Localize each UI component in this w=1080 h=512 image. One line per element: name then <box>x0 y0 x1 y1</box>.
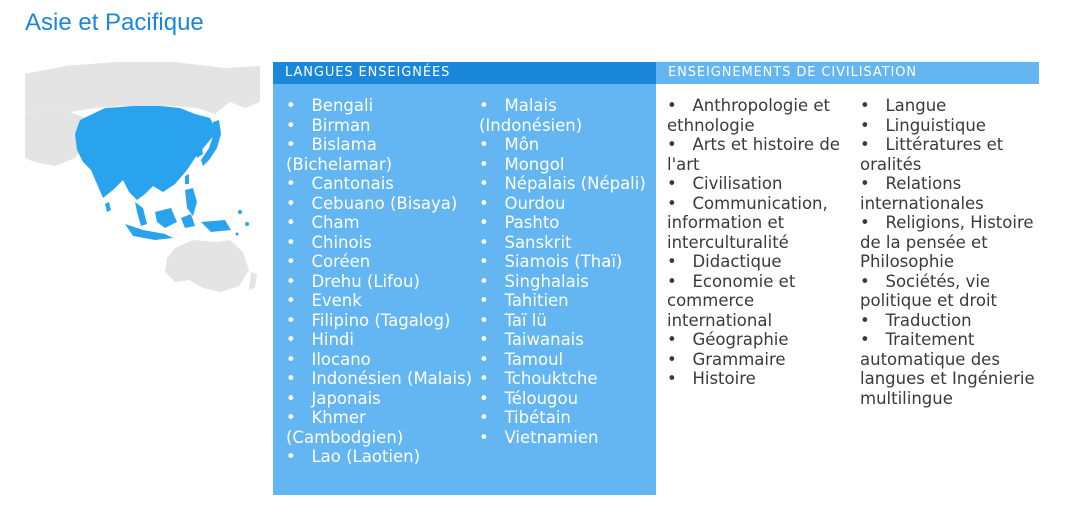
asia-pacific-map-icon <box>25 62 260 294</box>
language-item: • Lao (Laotien) <box>286 447 481 467</box>
language-item: • Hindi <box>286 330 481 350</box>
language-item: • Môn <box>479 135 659 155</box>
language-item: • Cantonais <box>286 174 481 194</box>
language-item: • Malais (Indonésien) <box>479 96 659 135</box>
language-item: • Singhalais <box>479 272 659 292</box>
civilisation-item: • Economie et commerce international <box>667 272 847 331</box>
civilisation-item: • Communication, information et interculturalité <box>667 194 847 253</box>
languages-header: LANGUES ENSEIGNÉES <box>273 62 656 84</box>
language-item: • Khmer (Cambodgien) <box>286 408 481 447</box>
civilisation-item: • Géographie <box>667 330 847 350</box>
language-item: • Filipino (Tagalog) <box>286 311 481 331</box>
region-title: Asie et Pacifique <box>25 9 204 36</box>
civilisation-panel <box>656 62 1039 495</box>
language-item: • Népalais (Népali) <box>479 174 659 194</box>
language-item: • Vietnamien <box>479 428 659 448</box>
language-item: • Ourdou <box>479 194 659 214</box>
languages-panel <box>273 62 656 495</box>
language-item: • Télougou <box>479 389 659 409</box>
civilisation-item: • Traitement automatique des langues et Ingénierie multilingue <box>860 330 1035 408</box>
civilisation-item: • Littératures et oralités <box>860 135 1035 174</box>
language-item: • Tibétain <box>479 408 659 428</box>
language-item: • Tahitien <box>479 291 659 311</box>
civilisation-item: • Grammaire <box>667 350 847 370</box>
civilisation-list-col2 <box>860 96 1040 408</box>
language-item: • Indonésien (Malais) <box>286 369 481 389</box>
civilisation-item: • Sociétés, vie politique et droit <box>860 272 1035 311</box>
languages-list-col1 <box>286 96 481 467</box>
language-item: • Chinois <box>286 233 481 253</box>
language-item: • Ilocano <box>286 350 481 370</box>
language-item: • Drehu (Lifou) <box>286 272 481 292</box>
language-item: • Cham <box>286 213 481 233</box>
civilisation-item: • Civilisation <box>667 174 847 194</box>
civilisation-item: • Traduction <box>860 311 1035 331</box>
language-item: • Japonais <box>286 389 481 409</box>
language-item: • Bislama (Bichelamar) <box>286 135 481 174</box>
language-item: • Tchouktche <box>479 369 659 389</box>
civilisation-item: • Langue <box>860 96 1035 116</box>
language-item: • Taiwanais <box>479 330 659 350</box>
language-item: • Birman <box>286 116 481 136</box>
language-item: • Cebuano (Bisaya) <box>286 194 481 214</box>
language-item: • Bengali <box>286 96 481 116</box>
civilisation-item: • Histoire <box>667 369 847 389</box>
civilisation-item: • Religions, Histoire de la pensée et Philosophie <box>860 213 1035 272</box>
civilisation-list-col1 <box>667 96 847 389</box>
civilisation-header: ENSEIGNEMENTS DE CIVILISATION <box>656 62 1039 84</box>
civilisation-item: • Linguistique <box>860 116 1035 136</box>
language-item: • Tamoul <box>479 350 659 370</box>
language-item: • Evenk <box>286 291 481 311</box>
language-item: • Siamois (Thaï) <box>479 252 659 272</box>
language-item: • Coréen <box>286 252 481 272</box>
language-item: • Taï lü <box>479 311 659 331</box>
language-item: • Mongol <box>479 155 659 175</box>
civilisation-item: • Didactique <box>667 252 847 272</box>
civilisation-item: • Anthropologie et ethnologie <box>667 96 847 135</box>
civilisation-item: • Relations internationales <box>860 174 1035 213</box>
language-item: • Sanskrit <box>479 233 659 253</box>
language-item: • Pashto <box>479 213 659 233</box>
civilisation-item: • Arts et histoire de l'art <box>667 135 847 174</box>
languages-list-col2 <box>479 96 659 447</box>
